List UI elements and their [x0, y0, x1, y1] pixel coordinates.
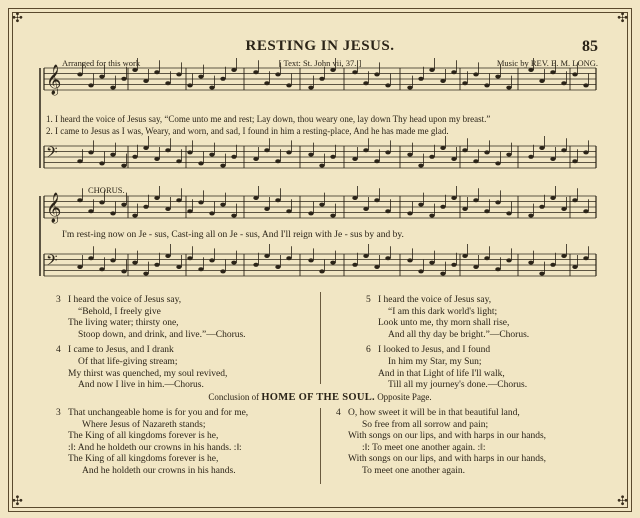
verse-line: O, how sweet it will be in that beautiful land,: [348, 408, 520, 418]
note-head: [473, 159, 478, 163]
note-head: [275, 159, 280, 163]
note-head: [440, 272, 445, 276]
note-head: [308, 86, 313, 90]
note-head: [231, 155, 236, 159]
note-head: [88, 256, 93, 260]
note-head: [143, 79, 148, 83]
note-head: [77, 72, 82, 76]
verse-line: So free from all sorrow and pain;: [362, 419, 489, 430]
note-head: [418, 77, 423, 81]
arranged-note: Arranged for this work: [62, 58, 141, 68]
note-head: [330, 214, 335, 218]
verse-line: I heard the voice of Jesus say,: [378, 295, 492, 305]
note-head: [253, 196, 258, 200]
note-head: [473, 72, 478, 76]
bass-clef-icon: 𝄢: [46, 144, 58, 165]
note-head: [418, 269, 423, 273]
note-head: [220, 77, 225, 81]
note-head: [275, 198, 280, 202]
note-head: [495, 161, 500, 165]
note-head: [121, 269, 126, 273]
note-head: [319, 164, 324, 168]
note-head: [121, 164, 126, 168]
note-head: [220, 203, 225, 207]
verse-number: 3: [56, 408, 61, 418]
note-head: [154, 157, 159, 161]
note-head: [572, 159, 577, 163]
note-head: [539, 79, 544, 83]
note-head: [88, 150, 93, 154]
column-divider: [320, 292, 321, 384]
treble-clef-icon: 𝄞: [46, 65, 62, 95]
note-head: [198, 161, 203, 165]
note-head: [385, 209, 390, 213]
verse-line: “I am this dark world's light;: [388, 306, 498, 317]
note-head: [418, 203, 423, 207]
note-head: [286, 150, 291, 154]
note-head: [363, 254, 368, 258]
note-head: [165, 81, 170, 85]
note-head: [583, 150, 588, 154]
note-head: [539, 146, 544, 150]
corner-ornament-icon: ✣: [12, 10, 23, 25]
note-head: [308, 211, 313, 215]
note-head: [385, 83, 390, 87]
verse-line: I looked to Jesus, and I found: [378, 345, 491, 356]
note-head: [209, 258, 214, 262]
note-head: [330, 68, 335, 72]
note-head: [418, 164, 423, 168]
note-head: [187, 83, 192, 87]
note-head: [264, 148, 269, 152]
note-head: [561, 207, 566, 211]
note-head: [374, 72, 379, 76]
note-head: [154, 263, 159, 267]
note-head: [385, 150, 390, 154]
verse-1-lyric: 1. I heard the voice of Jesus say, “Come unto me and rest; Lay down, thou weary one, lay down Thy head upon my breast.”: [46, 114, 491, 124]
note-head: [88, 83, 93, 87]
note-head: [198, 267, 203, 271]
note-head: [561, 81, 566, 85]
verse-line: Till all my journey's done.—Chorus.: [388, 380, 528, 391]
corner-ornament-icon: ✣: [12, 493, 23, 508]
note-head: [110, 153, 115, 157]
note-head: [528, 155, 533, 159]
note-head: [165, 254, 170, 258]
verse-number: 5: [366, 295, 371, 305]
note-head: [220, 164, 225, 168]
text-source: [ Text: St. John vii, 37. ]: [278, 58, 362, 68]
note-head: [550, 157, 555, 161]
note-head: [308, 258, 313, 262]
note-head: [319, 203, 324, 207]
note-head: [506, 86, 511, 90]
chorus-lyric: I'm rest-ing now on Je - sus, Cast-ing all on Je - sus, And I'll reign with Je - sus by and by.: [62, 230, 404, 240]
note-head: [572, 198, 577, 202]
note-head: [407, 211, 412, 215]
note-head: [440, 79, 445, 83]
note-head: [176, 159, 181, 163]
note-head: [495, 200, 500, 204]
note-head: [187, 256, 192, 260]
corner-ornament-icon: ✣: [617, 493, 628, 508]
note-head: [209, 211, 214, 215]
note-head: [462, 81, 467, 85]
verse-block: [366, 295, 621, 341]
conclusion-heading: [0, 392, 640, 403]
note-head: [506, 153, 511, 157]
note-head: [231, 214, 236, 218]
verse-line: And in that Light of life I'll walk,: [378, 368, 505, 379]
verse-line: Stoop down, and drink, and live.”—Chorus.: [78, 329, 246, 340]
note-head: [495, 75, 500, 79]
note-head: [451, 70, 456, 74]
note-head: [528, 214, 533, 218]
verse-line: With songs on our lips, and with harps in our hands,: [348, 431, 547, 442]
note-head: [198, 75, 203, 79]
note-head: [110, 211, 115, 215]
note-head: [253, 157, 258, 161]
hymn-title: RESTING IN JESUS.: [245, 38, 395, 54]
verse-line: With songs on our lips, and with harps in our hands,: [348, 454, 547, 465]
verse-number: 6: [366, 345, 371, 356]
note-head: [176, 72, 181, 76]
note-head: [220, 269, 225, 273]
home-verse-right: [336, 408, 638, 478]
verses-right: [366, 295, 621, 396]
note-head: [319, 77, 324, 81]
note-head: [99, 161, 104, 165]
note-head: [473, 198, 478, 202]
note-head: [484, 150, 489, 154]
note-head: [132, 68, 137, 72]
note-head: [484, 256, 489, 260]
note-head: [88, 209, 93, 213]
note-head: [352, 196, 357, 200]
note-head: [484, 83, 489, 87]
home-verse-left: [56, 408, 330, 478]
note-head: [572, 265, 577, 269]
note-head: [429, 261, 434, 265]
note-head: [495, 267, 500, 271]
verse-line: The King of all kingdoms forever is he,: [68, 454, 219, 465]
note-head: [154, 196, 159, 200]
chorus-label: CHORUS.: [88, 185, 125, 195]
note-head: [209, 86, 214, 90]
note-head: [539, 272, 544, 276]
note-head: [506, 211, 511, 215]
note-head: [550, 196, 555, 200]
note-head: [165, 207, 170, 211]
note-head: [550, 263, 555, 267]
verse-line: The living water; thirsty one,: [68, 318, 179, 329]
note-head: [143, 272, 148, 276]
music-credit: Music by REV. E. M. LONG.: [496, 58, 598, 68]
note-head: [77, 265, 82, 269]
note-head: [77, 198, 82, 202]
note-head: [385, 256, 390, 260]
note-head: [121, 203, 126, 207]
note-head: [132, 261, 137, 265]
conclusion-suffix: Opposite Page.: [377, 392, 432, 402]
note-head: [143, 146, 148, 150]
verse-2-lyric: 2. I came to Jesus as I was, Weary, and worn, and sad, I found in him a resting-place, And he has made me glad.: [46, 126, 449, 136]
verse-line: Look unto me, thy morn shall rise,: [378, 318, 510, 329]
note-head: [429, 68, 434, 72]
verse-line: And all thy day be bright.”—Chorus.: [388, 329, 530, 340]
verse-line: That unchangeable home is for you and for me,: [68, 408, 249, 418]
note-head: [528, 261, 533, 265]
verse-number: 4: [336, 408, 341, 418]
note-head: [165, 148, 170, 152]
verse-line: “Behold, I freely give: [78, 306, 161, 317]
note-head: [440, 146, 445, 150]
note-head: [561, 254, 566, 258]
note-head: [187, 150, 192, 154]
note-head: [231, 68, 236, 72]
note-head: [176, 198, 181, 202]
verse-line: To meet one another again.: [362, 465, 466, 476]
page-number: 85: [582, 38, 598, 55]
note-head: [308, 153, 313, 157]
note-head: [352, 70, 357, 74]
note-head: [484, 209, 489, 213]
note-head: [121, 77, 126, 81]
note-head: [264, 81, 269, 85]
note-head: [451, 263, 456, 267]
verse-line: Of that life-giving stream;: [78, 356, 178, 367]
note-head: [198, 200, 203, 204]
treble-clef-icon: 𝄞: [46, 193, 62, 223]
note-head: [374, 265, 379, 269]
verses-left: [56, 295, 311, 396]
note-head: [143, 205, 148, 209]
verse-line: And he holdeth our crowns in his hands.: [82, 465, 236, 476]
note-head: [110, 86, 115, 90]
bass-clef-icon: 𝄢: [46, 252, 58, 273]
note-head: [473, 265, 478, 269]
verse-line: The King of all kingdoms forever is he,: [68, 431, 219, 442]
note-head: [286, 256, 291, 260]
conclusion-prefix: Conclusion of: [208, 392, 260, 402]
note-head: [374, 198, 379, 202]
note-head: [462, 148, 467, 152]
note-head: [363, 148, 368, 152]
verse-line: My thirst was quenched, my soul revived,: [68, 368, 228, 379]
verse-line: I heard the voice of Jesus say,: [68, 295, 182, 305]
note-head: [550, 70, 555, 74]
note-head: [154, 70, 159, 74]
note-head: [253, 70, 258, 74]
note-head: [429, 155, 434, 159]
note-head: [264, 207, 269, 211]
note-head: [374, 159, 379, 163]
verse-line: :‖: To meet one another again. :‖:: [362, 442, 486, 453]
note-head: [264, 254, 269, 258]
note-head: [352, 157, 357, 161]
note-head: [275, 265, 280, 269]
note-head: [451, 157, 456, 161]
note-head: [363, 81, 368, 85]
corner-ornament-icon: ✣: [617, 10, 628, 25]
note-head: [506, 258, 511, 262]
verse-line: Where Jesus of Nazareth stands;: [82, 419, 206, 430]
note-head: [451, 196, 456, 200]
note-head: [407, 258, 412, 262]
note-head: [583, 209, 588, 213]
note-head: [319, 269, 324, 273]
verse-number: 3: [56, 295, 61, 305]
note-head: [330, 261, 335, 265]
note-head: [363, 207, 368, 211]
note-head: [407, 153, 412, 157]
note-head: [286, 209, 291, 213]
note-head: [231, 261, 236, 265]
note-head: [440, 205, 445, 209]
verse-number: 4: [56, 345, 61, 356]
note-head: [187, 209, 192, 213]
note-head: [583, 83, 588, 87]
note-head: [528, 68, 533, 72]
note-head: [462, 207, 467, 211]
note-head: [561, 148, 566, 152]
note-head: [176, 265, 181, 269]
note-head: [77, 159, 82, 163]
note-head: [99, 267, 104, 271]
note-head: [429, 214, 434, 218]
note-head: [539, 205, 544, 209]
note-head: [352, 263, 357, 267]
note-head: [286, 83, 291, 87]
verse-line: :‖: And he holdeth our crowns in his hands. :‖:: [68, 442, 242, 453]
note-head: [132, 214, 137, 218]
note-head: [275, 72, 280, 76]
note-head: [330, 155, 335, 159]
note-head: [99, 75, 104, 79]
note-head: [572, 72, 577, 76]
conclusion-hymn-name: HOME OF THE SOUL.: [261, 392, 375, 403]
verse-line: And now I live in him.—Chorus.: [78, 380, 204, 391]
note-head: [209, 153, 214, 157]
note-head: [132, 155, 137, 159]
note-head: [407, 86, 412, 90]
verse-line: In him my Star, my Sun;: [388, 356, 482, 367]
note-head: [253, 263, 258, 267]
note-head: [462, 254, 467, 258]
verse-block: [56, 345, 311, 391]
verse-line: I came to Jesus, and I drank: [68, 345, 174, 356]
note-head: [110, 258, 115, 262]
note-head: [583, 256, 588, 260]
verse-block: [366, 345, 621, 391]
note-head: [99, 200, 104, 204]
verse-block: [56, 295, 311, 341]
